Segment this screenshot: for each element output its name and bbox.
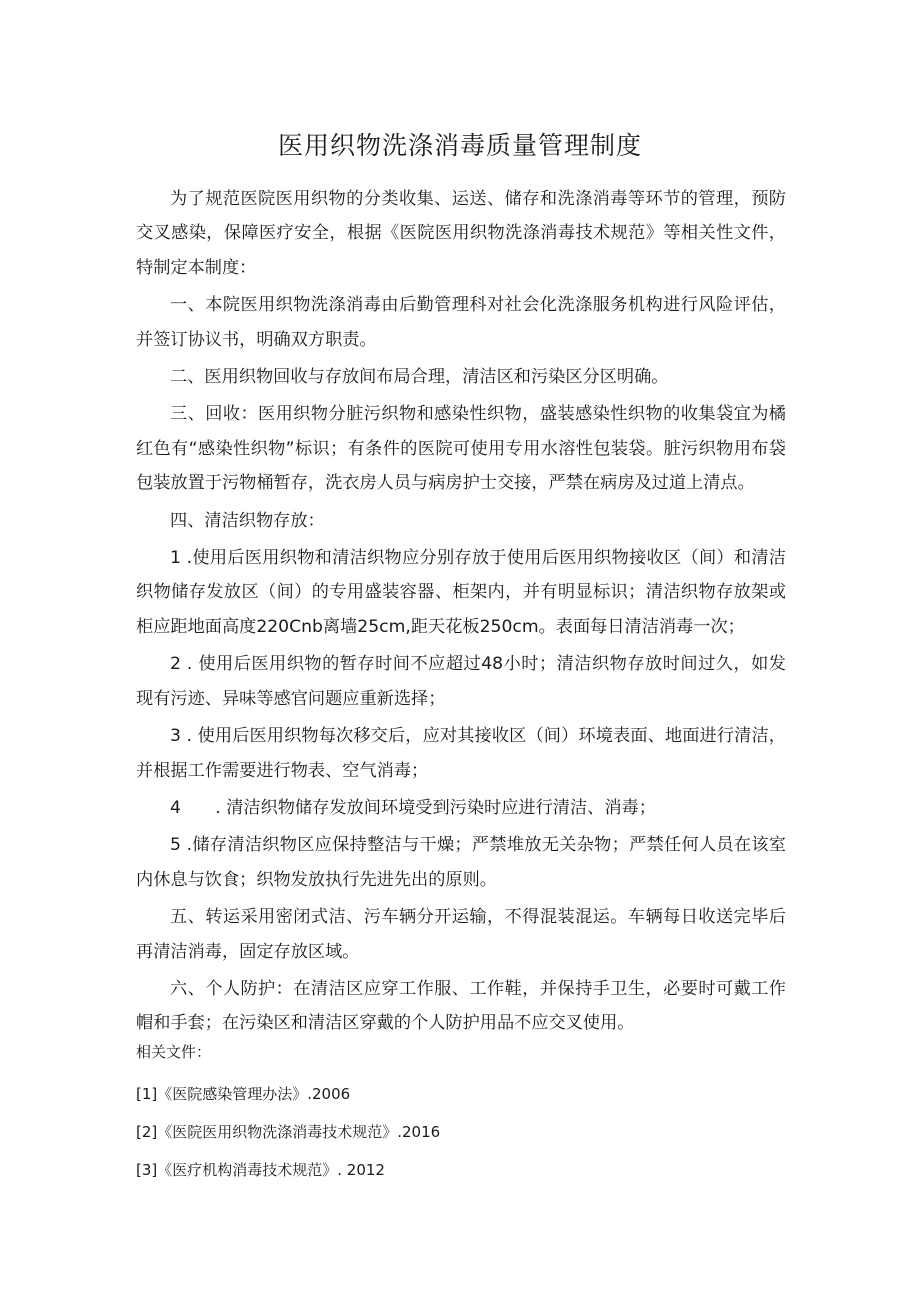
paragraph-section-2: 二、医用织物回收与存放间布局合理，清洁区和污染区分区明确。	[170, 367, 669, 388]
reference-item: [3]《医疗机构消毒技术规范》. 2012	[136, 1161, 385, 1179]
document-body	[136, 182, 786, 1044]
document-title: 医用织物洗涤消毒质量管理制度	[277, 131, 642, 160]
references-section	[136, 1040, 786, 1196]
reference-item: [2]《医院医用织物洗涤消毒技术规范》.2016	[136, 1123, 441, 1141]
paragraph-item-2: 2 . 使用后医用织物的暂存时间不应超过48小时；清洁织物存放时间过久，如发现有污迹、异味等感官问题应重新选择；	[136, 654, 786, 709]
paragraph-item-1: 1 .使用后医用织物和清洁织物应分别存放于使用后医用织物接收区（间）和清洁织物储存发放区（间）的专用盛装容器、柜架内，并有明显标识；清洁织物存放架或柜应距地面高度220Cnb离墙25cm,距天花板250cm。表面每日清洁消毒一次；	[136, 548, 786, 637]
references-label: 相关文件：	[136, 1043, 212, 1061]
paragraph-section-4: 四、清洁织物存放：	[170, 510, 325, 531]
paragraph-item-4: 4 . 清洁织物储存发放间环境受到污染时应进行清洁、消毒；	[170, 797, 656, 818]
paragraph-item-3: 3 . 使用后医用织物每次移交后，应对其接收区（间）环境表面、地面进行清洁，并根据工作需要进行物表、空气消毒；	[136, 726, 786, 781]
paragraph-intro: 为了规范医院医用织物的分类收集、运送、储存和洗涤消毒等环节的管理，预防交叉感染，保障医疗安全，根据《医院医用织物洗涤消毒技术规范》等相关性文件，特制定本制度：	[136, 189, 786, 278]
reference-item: [1]《医院感染管理办法》.2006	[136, 1085, 351, 1103]
paragraph-section-1: 一、本院医用织物洗涤消毒由后勤管理科对社会化洗涤服务机构进行风险评估，并签订协议书，明确双方职责。	[136, 295, 786, 350]
paragraph-section-3: 三、回收：医用织物分脏污织物和感染性织物，盛装感染性织物的收集袋宜为橘红色有“感染性织物”标识；有条件的医院可使用专用水溶性包装袋。脏污织物用布袋包装放置于污物桶暂存，洗衣房人员与病房护士交接，严禁在病房及过道上清点。	[136, 404, 786, 494]
paragraph-section-6: 六、个人防护：在清洁区应穿工作服、工作鞋，并保持手卫生，必要时可戴工作帽和手套；在污染区和清洁区穿戴的个人防护用品不应交叉使用。	[136, 978, 786, 1034]
paragraph-section-5: 五、转运采用密闭式洁、污车辆分开运输，不得混装混运。车辆每日收送完毕后再清洁消毒，固定存放区域。	[136, 907, 786, 962]
paragraph-item-5: 5 .储存清洁织物区应保持整洁与干燥；严禁堆放无关杂物；严禁任何人员在该室内休息与饮食；织物发放执行先进先出的原则。	[136, 835, 786, 890]
